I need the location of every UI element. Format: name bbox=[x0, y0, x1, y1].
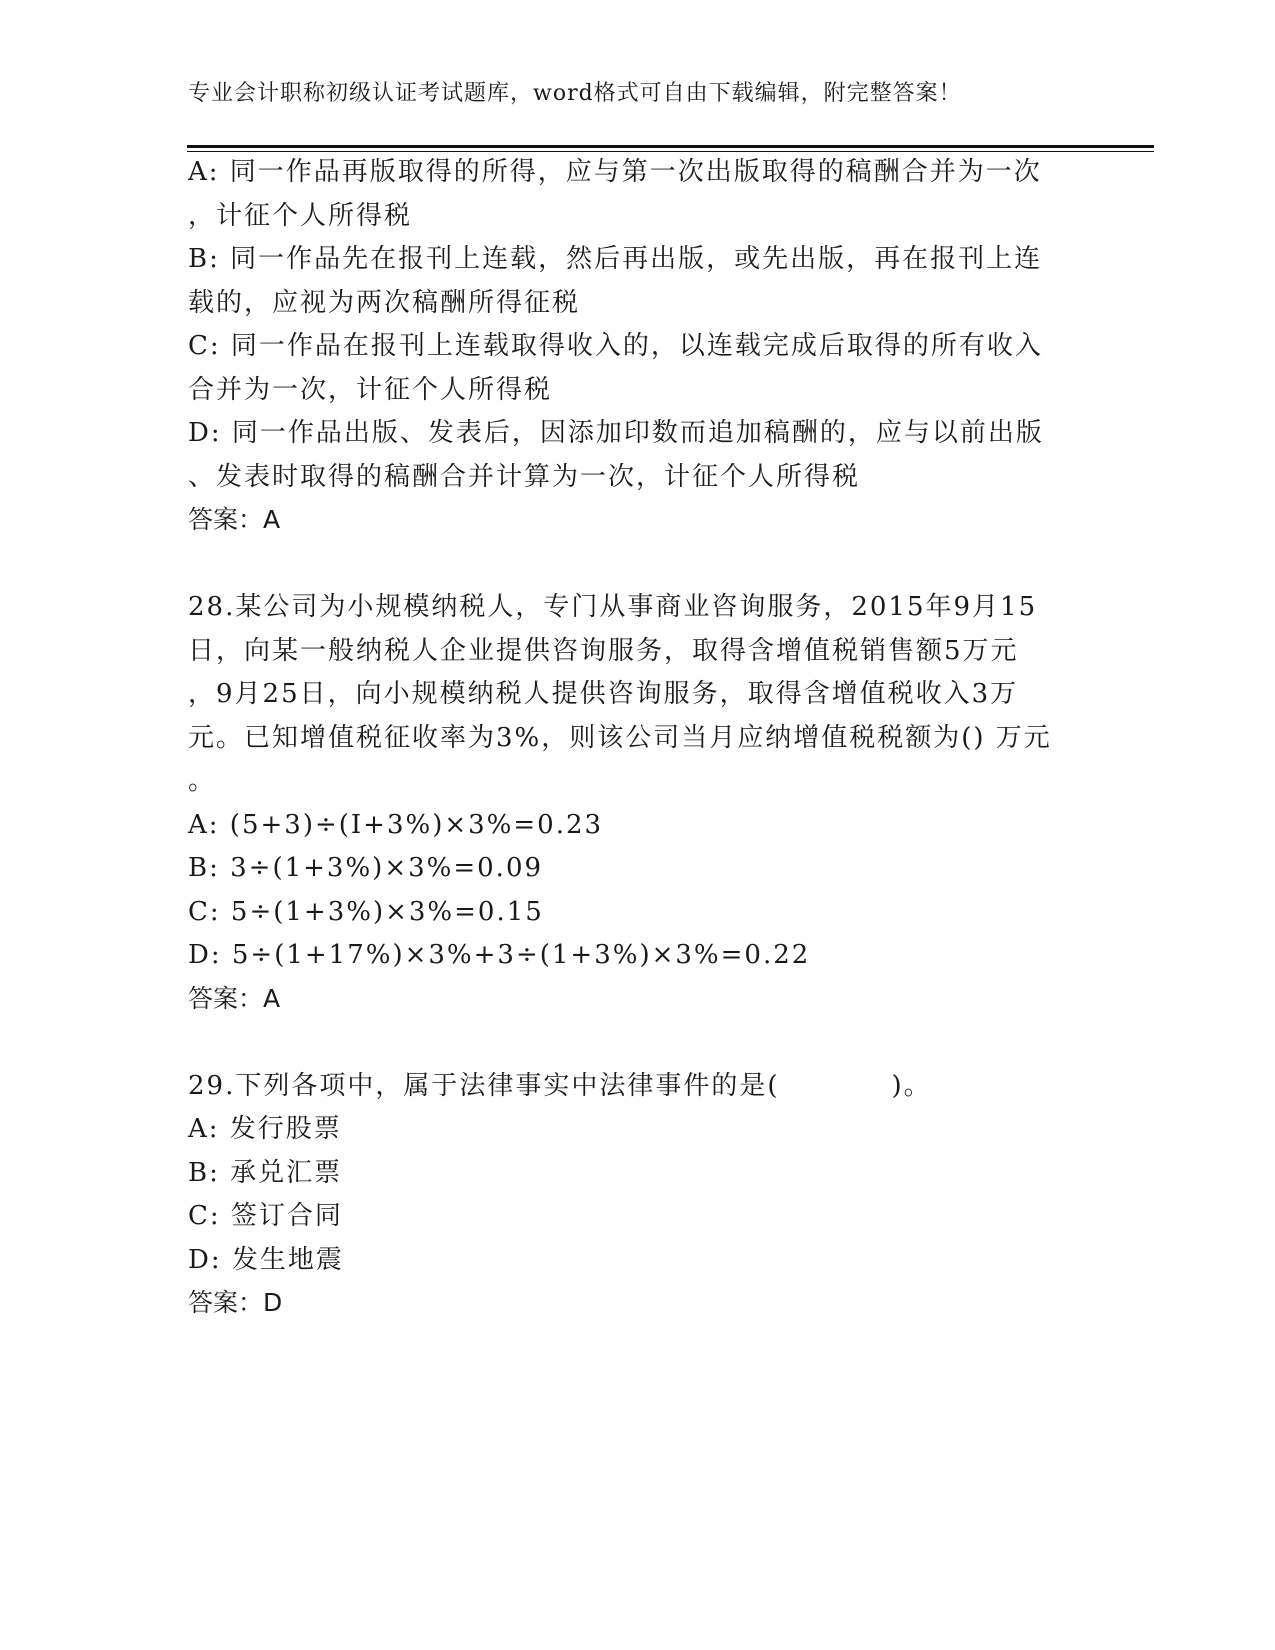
q29-option-a: A: 发行股票 bbox=[188, 1114, 342, 1144]
q29-option-d: D: 发生地震 bbox=[188, 1245, 344, 1275]
page-header: 专业会计职称初级认证考试题库，word格式可自由下载编辑，附完整答案！ bbox=[188, 81, 962, 106]
q28-stem-line1: 28.某公司为小规模纳税人，专门从事商业咨询服务，2015年9月15 bbox=[188, 592, 1038, 622]
q27-option-d-line2: 、发表时取得的稿酬合并计算为一次，计征个人所得税 bbox=[188, 462, 861, 492]
q27-option-b-line2: 载的，应视为两次稿酬所得征税 bbox=[188, 288, 581, 318]
q28-stem-line4: 元。已知增值税征收率为3%，则该公司当月应纳增值税税额为() 万元 bbox=[188, 723, 1052, 753]
q27-option-d-line1: D: 同一作品出版、发表后，因添加印数而追加稿酬的，应与以前出版 bbox=[188, 418, 1044, 448]
header-divider-thick bbox=[187, 145, 1154, 148]
q29-answer: 答案：D bbox=[188, 1288, 283, 1317]
q28-stem-line5: 。 bbox=[188, 766, 217, 796]
q28-option-d: D: 5÷(1+17%)×3%+3÷(1+3%)×3%=0.22 bbox=[188, 940, 811, 970]
q27-option-c-line2: 合并为一次，计征个人所得税 bbox=[188, 375, 553, 405]
q28-option-b: B: 3÷(1+3%)×3%=0.09 bbox=[188, 853, 544, 883]
q27-option-c-line1: C: 同一作品在报刊上连载取得收入的，以连载完成后取得的所有收入 bbox=[188, 331, 1043, 361]
q27-option-b-line1: B: 同一作品先在报刊上连载，然后再出版，或先出版，再在报刊上连 bbox=[188, 244, 1043, 274]
q29-option-c: C: 签订合同 bbox=[188, 1201, 343, 1231]
q28-stem-line2: 日，向某一般纳税人企业提供咨询服务，取得含增值税销售额5万元 bbox=[188, 636, 1019, 666]
q28-option-a: A: (5+3)÷(I+3%)×3%=0.23 bbox=[188, 810, 604, 840]
header-divider-thin bbox=[187, 151, 1154, 152]
q28-stem-line3: ，9月25日，向小规模纳税人提供咨询服务，取得含增值税收入3万 bbox=[188, 679, 1019, 709]
q28-answer: 答案：A bbox=[188, 984, 281, 1013]
q29-stem: 29.下列各项中，属于法律事实中法律事件的是( )。 bbox=[188, 1071, 932, 1101]
q27-option-a-line2: ，计征个人所得税 bbox=[188, 201, 413, 231]
q29-option-b: B: 承兑汇票 bbox=[188, 1158, 343, 1188]
q28-option-c: C: 5÷(1+3%)×3%=0.15 bbox=[188, 897, 544, 927]
q27-option-a-line1: A: 同一作品再版取得的所得，应与第一次出版取得的稿酬合并为一次 bbox=[188, 157, 1042, 187]
q27-answer: 答案：A bbox=[188, 505, 281, 534]
